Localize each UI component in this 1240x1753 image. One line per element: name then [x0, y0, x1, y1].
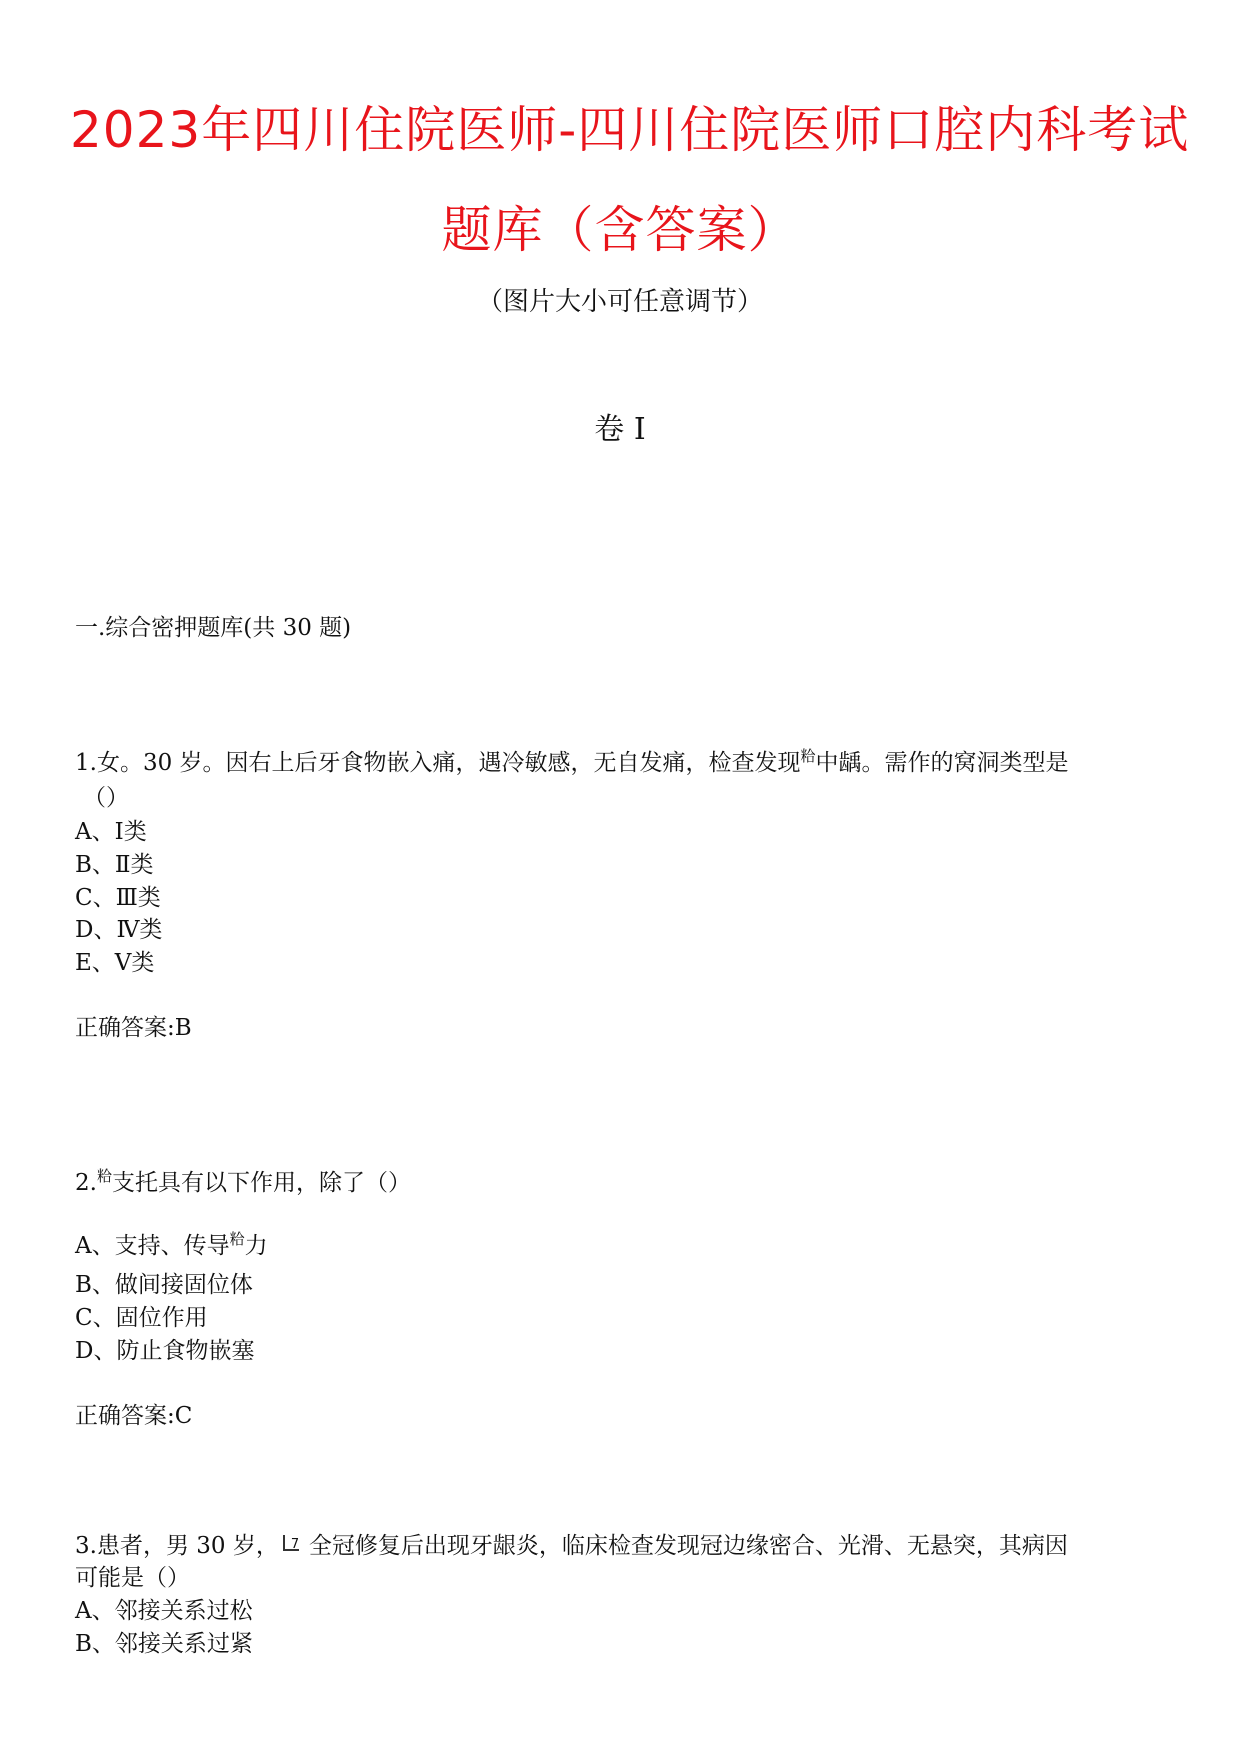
occlusal-glyph: 粭: [229, 1230, 245, 1248]
question-2-option-d: D、防止食物嵌塞: [75, 1338, 255, 1364]
question-2-option-a-suffix: 力: [244, 1233, 268, 1259]
question-2-option-b: B、做间接固位体: [75, 1272, 253, 1298]
question-2-number: 2.: [75, 1170, 97, 1196]
occlusal-glyph: 粭: [800, 747, 816, 765]
question-3-stem-part1: 3.患者，男 30 岁，: [75, 1533, 279, 1559]
question-1-stem-continuation: （）: [83, 785, 129, 811]
question-2-option-a-prefix: A、支持、传导: [75, 1233, 230, 1259]
question-1-option-a: A、Ⅰ类: [75, 819, 147, 845]
section-heading: 一.综合密押题库(共 30 题): [75, 615, 352, 641]
question-1-option-d: D、Ⅳ类: [75, 917, 163, 943]
question-1-stem-part2: 中龋。需作的窝洞类型是: [815, 750, 1069, 776]
question-1-stem: [75, 740, 1069, 779]
question-1-option-e: E、Ⅴ类: [75, 950, 155, 976]
question-2-stem-rest: 支托具有以下作用，除了（）: [111, 1170, 411, 1196]
occlusal-glyph: 粭: [96, 1167, 112, 1185]
question-1-stem-part1: 1.女。30 岁。因右上后牙食物嵌入痛，遇冷敏感，无自发痛，检查发现: [75, 750, 801, 776]
tooth-position-icon: [281, 1535, 307, 1551]
question-3-option-b: B、邻接关系过紧: [75, 1631, 253, 1657]
question-3-stem: [75, 1530, 1068, 1562]
question-3-stem-part2: 全冠修复后出现牙龈炎，临床检查发现冠边缘密合、光滑、无悬突，其病因: [308, 1533, 1068, 1559]
question-1-answer: 正确答案:B: [75, 1015, 192, 1041]
volume-heading: 卷 I: [594, 412, 646, 447]
question-2-stem: [75, 1160, 411, 1199]
document-subtitle: （图片大小可任意调节）: [476, 287, 763, 317]
document-title-line-2: 题库（含答案）: [441, 201, 799, 259]
question-2-answer: 正确答案:C: [75, 1403, 193, 1429]
question-3-stem-continuation: 可能是（）: [75, 1565, 190, 1591]
question-2-option-a: [75, 1223, 268, 1262]
question-1-option-b: B、Ⅱ类: [75, 852, 154, 878]
question-2-option-c: C、固位作用: [75, 1305, 208, 1331]
question-3-option-a: A、邻接关系过松: [75, 1598, 253, 1624]
document-title-line-1: 2023年四川住院医师-四川住院医师口腔内科考试: [70, 101, 1190, 159]
question-1-option-c: C、Ⅲ类: [75, 885, 161, 911]
